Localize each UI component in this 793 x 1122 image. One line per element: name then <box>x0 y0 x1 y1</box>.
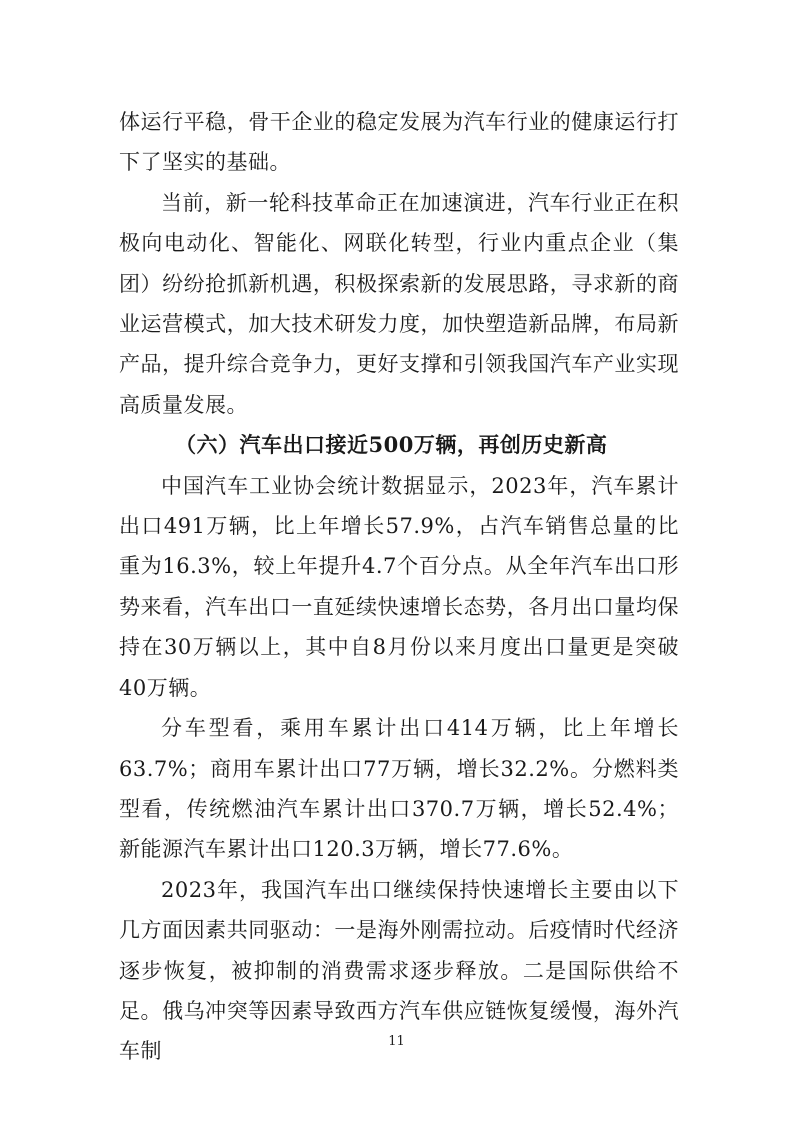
paragraph-industry-transformation: 当前，新一轮科技革命正在加速演进，汽车行业正在积极向电动化、智能化、网联化转型，行业内重点企业（集团）纷纷抢抓新机遇，积极探索新的发展思路，寻求新的商业运营模式，加大技术研发力度，加快塑造新品牌，布局新产品，提升综合竞争力，更好支撑和引领我国汽车产业实现高质量发展。 <box>119 190 679 417</box>
paragraph-export-by-type: 分车型看，乘用车累计出口414万辆，比上年增长63.7%；商用车累计出口77万辆，增长32.2%。分燃料类型看，传统燃油汽车累计出口370.7万辆，增长52.4%；新能源汽车累计出口120.3万辆，增长77.6%。 <box>119 716 679 862</box>
paragraph-export-statistics: 中国汽车工业协会统计数据显示，2023年，汽车累计出口491万辆，比上年增长57.9%，占汽车销售总量的比重为16.3%，较上年提升4.7个百分点。从全年汽车出口形势来看，汽车出口一直延续快速增长态势，各月出口量均保持在30万辆以上，其中自8月份以来月度出口量更是突破40万辆。 <box>119 473 679 700</box>
paragraph-export-drivers: 2023年，我国汽车出口继续保持快速增长主要由以下几方面因素共同驱动：一是海外刚需拉动。后疫情时代经济逐步恢复，被抑制的消费需求逐步释放。二是国际供给不足。俄乌冲突等因素导致西方汽车供应链恢复缓慢，海外汽车制 <box>119 877 679 1064</box>
page-number: 11 <box>388 1034 405 1049</box>
section-heading-exports: （六）汽车出口接近500万辆，再创历史新高 <box>175 432 608 458</box>
paragraph-continuation: 体运行平稳，骨干企业的稳定发展为汽车行业的健康运行打下了坚实的基础。 <box>119 110 679 175</box>
body-text <box>119 102 679 1072</box>
